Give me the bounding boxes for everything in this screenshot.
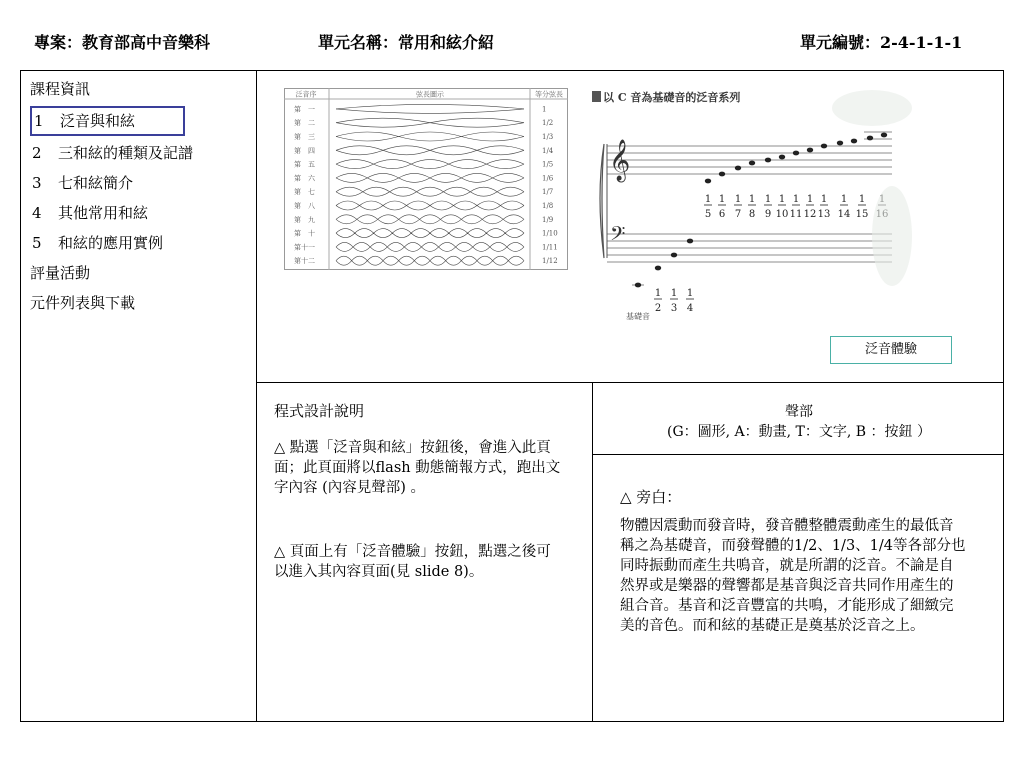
fraction-denominator: 5 (704, 209, 712, 220)
table-row-fraction: 1/12 (542, 257, 558, 266)
table-row-order: 第 八 (294, 202, 315, 210)
fraction-numerator: 1 (858, 194, 866, 205)
voice-divider (592, 454, 1004, 455)
table-row-order: 第 六 (294, 174, 315, 183)
staff-background-foliage (832, 90, 912, 286)
voice-header (596, 402, 1002, 442)
sidebar (30, 74, 250, 318)
fraction-numerator: 1 (764, 194, 772, 205)
sidebar-title[interactable]: 課程資訊 (30, 80, 91, 98)
header-project: 專案：教育部高中音樂科 (34, 33, 211, 52)
fraction-numerator: 1 (686, 288, 694, 299)
fraction-denominator: 6 (718, 209, 726, 220)
note-head (735, 166, 741, 171)
staff-title: 以 C 音為基礎音的泛音系列 (603, 91, 741, 104)
table-row-fraction: 1/8 (542, 202, 554, 210)
program-title: 程式設計說明 (274, 402, 365, 420)
harmonic-string-table (284, 88, 568, 270)
sidebar-item-number: 4 (32, 204, 42, 222)
fraction-numerator: 1 (670, 288, 678, 299)
sidebar-item-overtone-chord[interactable] (30, 106, 185, 136)
note-head (821, 144, 827, 149)
sidebar-item-label: 七和絃簡介 (58, 174, 134, 192)
table-row-order: 第 四 (294, 146, 315, 155)
table-row-order: 第 一 (294, 105, 315, 114)
fraction-denominator: 13 (817, 209, 831, 220)
note-head (779, 155, 785, 160)
narration-label: △ 旁白： (620, 488, 682, 506)
fraction-numerator: 1 (792, 194, 800, 205)
sidebar-item-number: 5 (32, 234, 42, 252)
note-head (807, 148, 813, 153)
fraction-denominator: 2 (654, 303, 662, 314)
table-row-fraction: 1/6 (542, 174, 554, 183)
fraction-numerator: 1 (840, 194, 848, 205)
header-unit-name: 單元名稱：常用和絃介紹 (318, 33, 495, 52)
sidebar-downloads[interactable]: 元件列表與下載 (30, 294, 136, 312)
sidebar-item-number: 2 (32, 144, 42, 162)
table-row-fraction: 1/7 (542, 188, 554, 197)
table-row-fraction: 1 (542, 105, 547, 114)
table-header-diagram: 弦長圖示 (416, 90, 444, 99)
table-row-fraction: 1/4 (542, 146, 554, 155)
note-head (765, 158, 771, 163)
fraction-numerator: 1 (806, 194, 814, 205)
fraction-numerator: 1 (704, 194, 712, 205)
fraction-denominator: 7 (734, 209, 742, 220)
note-head (655, 266, 661, 271)
overtone-experience-button[interactable]: 泛音體驗 (830, 336, 952, 364)
content-divider (256, 382, 1004, 383)
fraction-denominator: 4 (686, 303, 694, 314)
table-row-order: 第 十 (294, 229, 315, 238)
note-head (719, 172, 725, 177)
note-head (687, 239, 693, 244)
overtone-series-staff (592, 86, 912, 326)
program-description-2: △ 頁面上有「泛音體驗」按鈕，點選之後可以進入其內容頁面(見 slide 8)。 (274, 544, 551, 580)
notes-divider (592, 382, 593, 722)
fraction-denominator: 14 (837, 209, 851, 220)
table-row-fraction: 1/3 (542, 133, 554, 141)
fraction-denominator: 9 (764, 209, 772, 220)
fraction-numerator: 1 (778, 194, 786, 205)
voice-legend: (G：圖形, A：動畫, T：文字, B ：按鈕 ） (667, 424, 931, 440)
sidebar-item-label: 三和絃的種類及記譜 (58, 144, 194, 162)
sidebar-item-chord-examples[interactable] (30, 228, 250, 258)
grand-staff-brace (600, 144, 604, 258)
table-row-fraction: 1/10 (542, 229, 558, 238)
fraction-denominator: 3 (670, 303, 678, 314)
sidebar-item-triad[interactable] (30, 138, 250, 168)
sidebar-item-number: 1 (34, 112, 44, 130)
header-unit-number: 單元編號：2-4-1-1-1 (800, 33, 963, 52)
fraction-denominator: 15 (855, 209, 869, 220)
table-row-order: 第 五 (294, 160, 315, 169)
fraction-denominator: 8 (748, 209, 756, 220)
table-header-order: 泛音序 (295, 90, 317, 99)
table-row-order: 第 七 (294, 188, 315, 197)
table-header-fraction: 等分弦長 (535, 90, 563, 99)
fraction-numerator: 1 (734, 194, 742, 205)
table-row-order: 第十二 (294, 257, 315, 266)
sidebar-item-label: 和絃的應用實例 (58, 234, 164, 252)
table-row-order: 第十一 (294, 243, 315, 252)
sidebar-item-label: 泛音與和絃 (60, 112, 136, 130)
fraction-numerator: 1 (654, 288, 662, 299)
fundamental-label: 基礎音 (626, 312, 650, 321)
narration-text: 物體因震動而發音時，發音體整體震動產生的最低音稱之為基礎音，而發聲體的1/2、1/3、1/4等各部分也同時振動而產生共鳴音，就是所謂的泛音。不論是自然界或是樂器的聲響都是基音與泛音共同作用產生的組合音。基音和泛音豐富的共鳴，才能形成了細緻完美的音色。而和絃的基礎正是奠基於泛音之上。 (620, 518, 966, 634)
voice-title: 聲部 (785, 404, 813, 420)
fraction-denominator: 12 (803, 209, 817, 220)
fraction-numerator: 1 (718, 194, 726, 205)
sidebar-divider (256, 70, 257, 722)
sidebar-item-number: 3 (32, 174, 42, 192)
fraction-numerator: 1 (820, 194, 828, 205)
fraction-denominator: 10 (775, 209, 789, 220)
note-head (705, 179, 711, 184)
table-row-fraction: 1/2 (542, 119, 554, 128)
treble-clef-icon: 𝄞 (609, 140, 631, 181)
table-row-fraction: 1/11 (542, 243, 558, 252)
sidebar-item-other-chords[interactable] (30, 198, 250, 228)
table-row-order: 第 三 (294, 133, 315, 141)
note-head (851, 139, 857, 144)
note-head (837, 141, 843, 146)
sidebar-item-label: 其他常用和絃 (58, 204, 149, 222)
note-head (635, 283, 641, 288)
note-head (671, 253, 677, 258)
program-description-1: △ 點選「泛音與和絃」按鈕後，會進入此頁面；此頁面將以flash 動態簡報方式，跑出文字內容 (內容見聲部) 。 (274, 440, 561, 496)
sidebar-assessment[interactable]: 評量活動 (30, 264, 91, 282)
bass-clef-icon: 𝄢 (610, 222, 626, 250)
table-row-order: 第 九 (294, 215, 315, 224)
note-head (867, 136, 873, 141)
table-row-order: 第 二 (294, 119, 315, 128)
sidebar-item-seventh-chord[interactable] (30, 168, 250, 198)
note-head (749, 161, 755, 166)
note-head (793, 151, 799, 156)
table-row-fraction: 1/9 (542, 215, 554, 224)
table-row-fraction: 1/5 (542, 160, 554, 169)
fraction-denominator: 11 (789, 209, 803, 220)
note-head (881, 133, 887, 138)
staff-title-icon (592, 91, 601, 102)
fraction-numerator: 1 (748, 194, 756, 205)
